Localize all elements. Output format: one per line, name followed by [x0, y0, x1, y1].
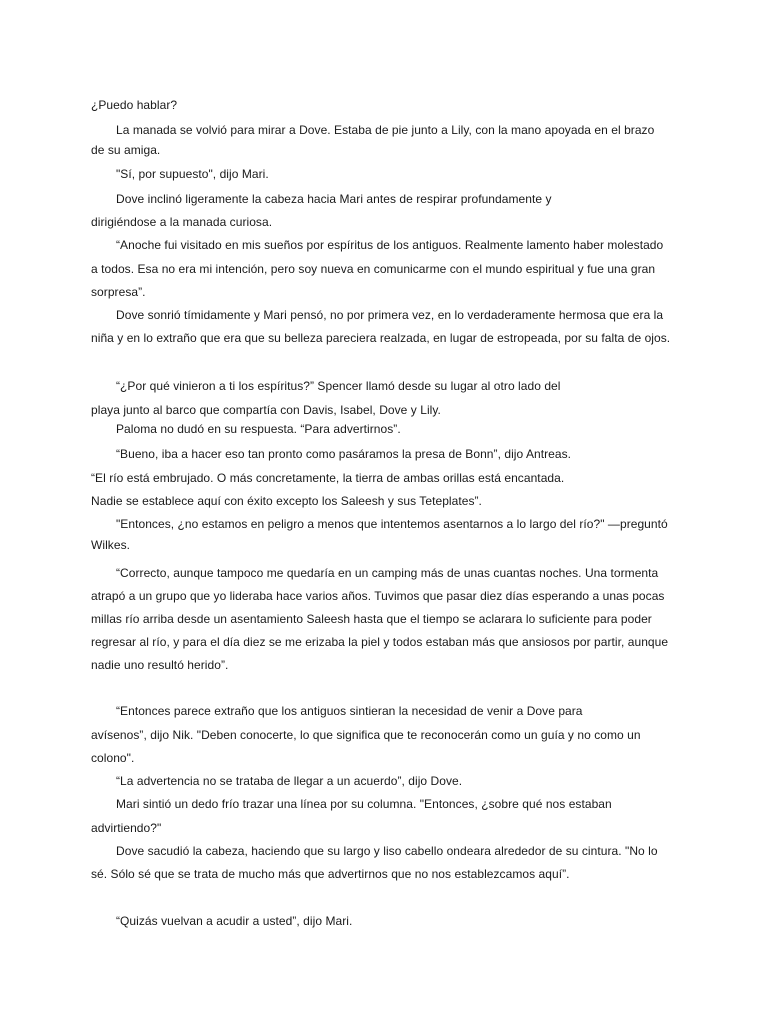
text-line: “Anoche fui visitado en mis sueños por espíritus de los antiguos. Realmente lamento haber molestado — [116, 238, 664, 252]
text-line: “Quizás vuelvan a acudir a usted”, dijo Mari. — [116, 914, 353, 928]
text-line: playa junto al barco que compartía con Davis, Isabel, Dove y Lily. — [91, 403, 441, 417]
text-line: millas río arriba desde un asentamiento Saleesh hasta que el tiempo se aclarara lo suficiente para poder — [91, 612, 652, 626]
text-line: regresar al río, y para el día diez se me erizaba la piel y todos estaban más que ansiosos por partir, aunque — [91, 635, 669, 649]
text-line: "Entonces, ¿no estamos en peligro a menos que intentemos asentarnos a lo largo del río?" —preguntó — [116, 517, 668, 531]
text-line: “Bueno, iba a hacer eso tan pronto como pasáramos la presa de Bonn”, dijo Antreas. — [116, 447, 572, 461]
text-line: sé. Sólo sé que se trata de mucho más que advertirnos que no nos establezcamos aquí”. — [91, 867, 570, 881]
text-line: dirigiéndose a la manada curiosa. — [91, 215, 273, 229]
text-line: “Correcto, aunque tampoco me quedaría en un camping más de unas cuantas noches. Una tormenta — [116, 566, 659, 580]
text-line: Dove inclinó ligeramente la cabeza hacia Mari antes de respirar profundamente y — [116, 192, 552, 206]
text-line: “El río está embrujado. O más concretamente, la tierra de ambas orillas está encantada. — [91, 471, 565, 485]
text-line: niña y en lo extraño que era que su belleza pareciera realzada, en lugar de estropeada, por su falta de ojos. — [91, 331, 671, 345]
text-line: “La advertencia no se trataba de llegar a un acuerdo”, dijo Dove. — [116, 774, 463, 788]
text-line: Mari sintió un dedo frío trazar una línea por su columna. "Entonces, ¿sobre qué nos estaban — [116, 797, 612, 811]
text-line: avísenos”, dijo Nik. "Deben conocerte, lo que significa que te reconocerán como un guía y no como un — [91, 728, 641, 742]
text-line: ¿Puedo hablar? — [91, 98, 178, 112]
text-line: Nadie se establece aquí con éxito excepto los Saleesh y sus Teteplates”. — [91, 494, 482, 508]
text-line: sorpresa”. — [91, 285, 146, 299]
text-line: atrapó a un grupo que yo lideraba hace varios años. Tuvimos que pasar diez días esperando a unas pocas — [91, 589, 665, 603]
text-line: colono". — [91, 751, 135, 765]
text-line: nadie uno resultó herido”. — [91, 658, 229, 672]
text-line: a todos. Esa no era mi intención, pero soy nueva en comunicarme con el mundo espiritual y fue una gran — [91, 262, 656, 276]
text-line: "Sí, por supuesto", dijo Mari. — [116, 167, 269, 181]
text-line: “Entonces parece extraño que los antiguos sintieran la necesidad de venir a Dove para — [116, 704, 583, 718]
text-line: de su amiga. — [91, 143, 161, 157]
text-line: Dove sonrió tímidamente y Mari pensó, no por primera vez, en lo verdaderamente hermosa que era la — [116, 308, 664, 322]
text-line: “¿Por qué vinieron a ti los espíritus?” Spencer llamó desde su lugar al otro lado del — [116, 379, 561, 393]
text-line: Paloma no dudó en su respuesta. “Para advertirnos”. — [116, 422, 401, 436]
text-line: advirtiendo?" — [91, 821, 162, 835]
text-line: La manada se volvió para mirar a Dove. Estaba de pie junto a Lily, con la mano apoyada en el brazo — [116, 123, 655, 137]
text-line: Wilkes. — [91, 538, 131, 552]
text-line: Dove sacudió la cabeza, haciendo que su largo y liso cabello ondeara alrededor de su cintura. "No lo — [116, 844, 658, 858]
